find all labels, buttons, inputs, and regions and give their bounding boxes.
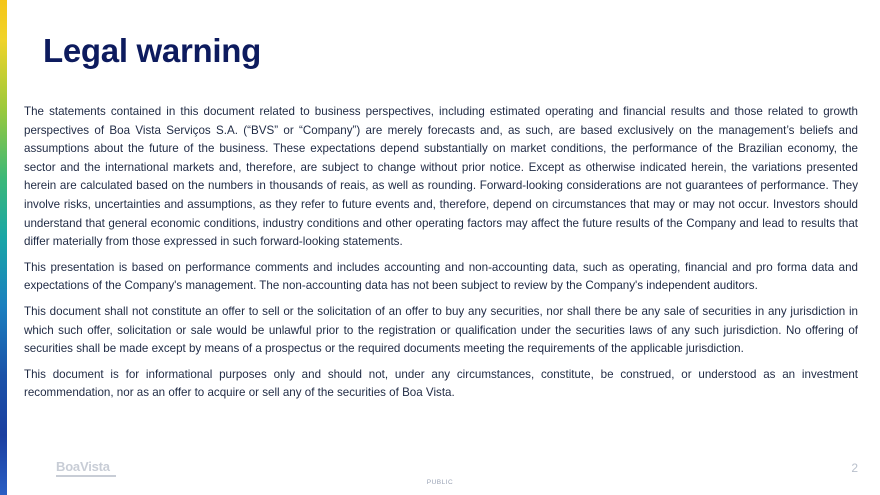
page-number: 2 — [851, 461, 858, 475]
classification-label: PUBLIC — [426, 479, 454, 486]
logo-underline — [56, 475, 116, 477]
boavista-logo — [56, 459, 116, 477]
paragraph-2: This presentation is based on performance comments and includes accounting and non-accounting data, such as operating, financial and pro forma data and expectations of the Company's management. The non-accounting data has not been subject to review by the Company's independent auditors. — [24, 260, 858, 293]
boavista-logo-text: BoaVista — [56, 459, 110, 474]
page-title: Legal warning — [43, 32, 261, 69]
gradient-accent-bar — [0, 0, 7, 495]
paragraph-1: The statements contained in this document related to business perspectives, including estimated operating and financial results and those related to growth perspectives of Boa Vista Serviços S.A. (“BVS” or “Company”) are merely forecasts and, as such, are based exclusively on the management’s beliefs and assumptions about the future of the business. These expectations depend substantially on market conditions, the performance of the Brazilian economy, the sector and the international markets and, therefore, are subject to change without prior notice. Except as otherwise indicated herein, the variations presented herein are calculated based on the numbers in thousands of reais, as well as rounding. Forward-looking considerations are not guarantees of performance. They involve risks, uncertainties and assumptions, as they refer to future events and, therefore, depend on circumstances that may or may not occur. Investors should understand that general economic conditions, industry conditions and other operating factors may affect the future results of the Company and lead to results that differ materially from those expressed in such forward-looking statements. — [24, 105, 858, 249]
legal-warning-body — [24, 103, 858, 403]
paragraph-3: This document shall not constitute an offer to sell or the solicitation of an offer to buy any securities, nor shall there be any sale of securities in any jurisdiction in which such offer, solicitation or sale would be unlawful prior to the registration or qualification under the securities laws of any such jurisdiction. No offering of securities shall be made except by means of a prospectus or the required documents meeting the requirements of the applicable jurisdiction. — [24, 304, 858, 356]
paragraph-4: This document is for informational purposes only and should not, under any circumstances, constitute, be construed, or understood as an investment recommendation, nor as an offer to acquire or sell any of the securities of Boa Vista. — [24, 367, 858, 400]
